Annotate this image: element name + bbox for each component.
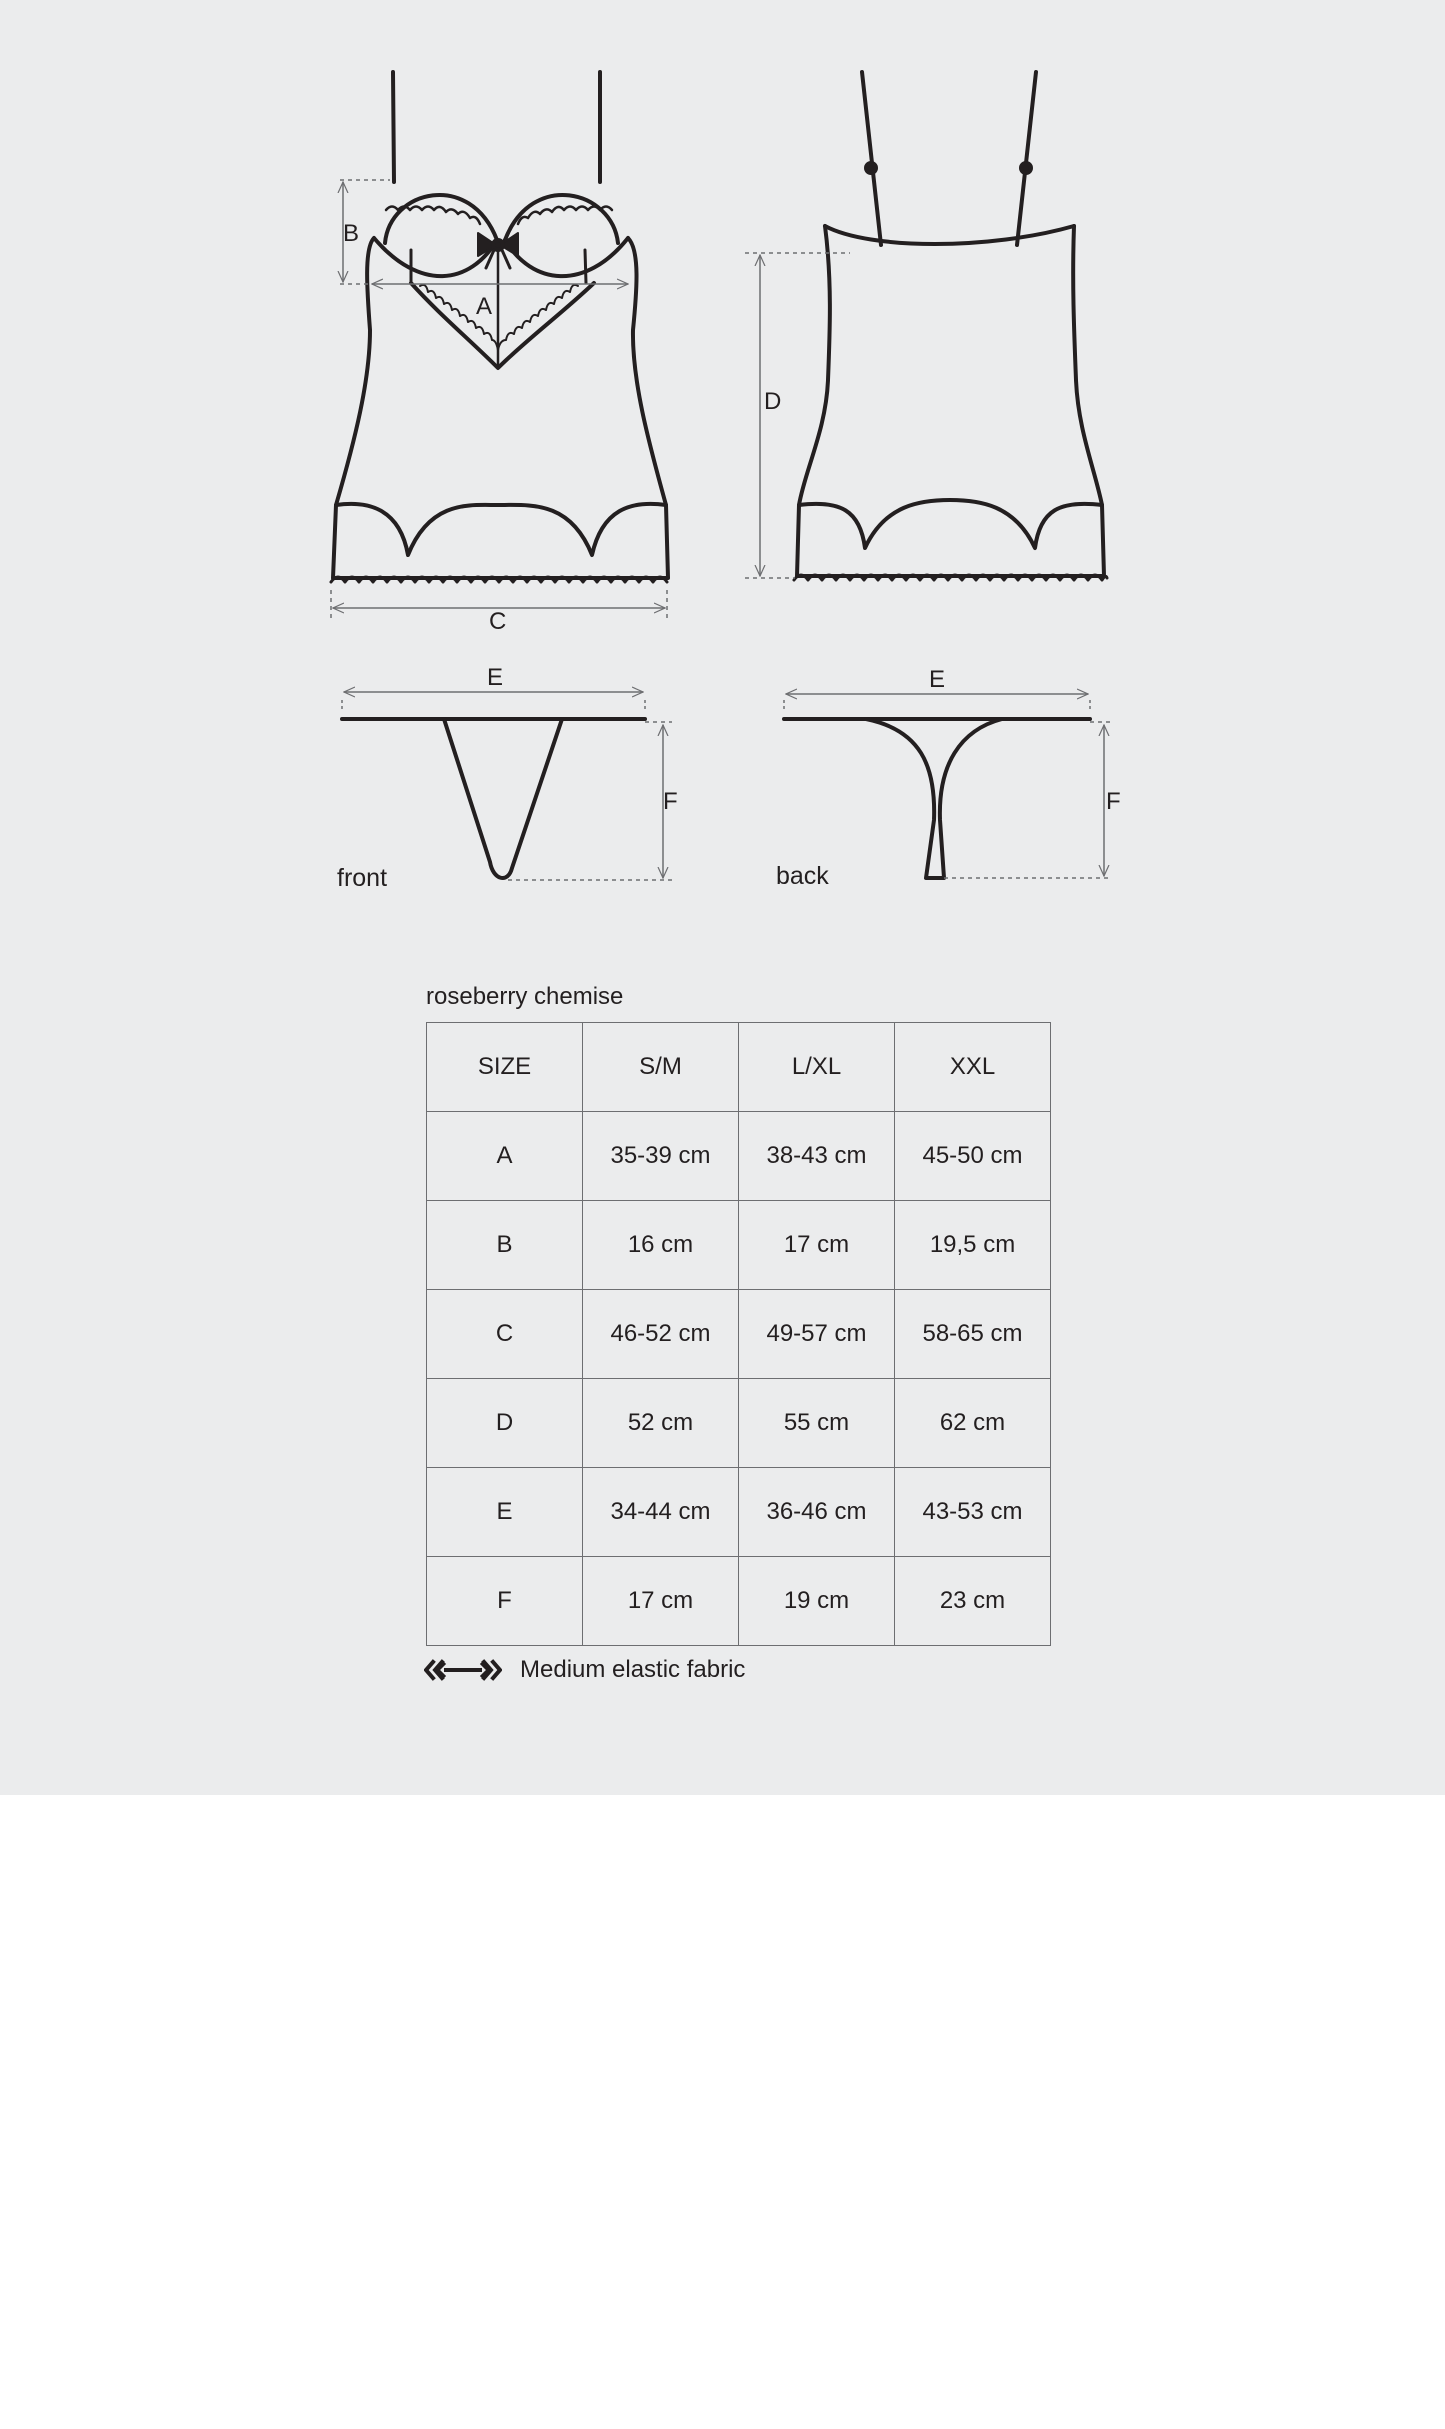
- dim-label-e-back: E: [929, 666, 946, 693]
- table-cell: 38-43 cm: [739, 1112, 895, 1201]
- table-cell: 52 cm: [583, 1379, 739, 1468]
- dim-label-c: C: [489, 608, 507, 635]
- table-header-row: [427, 1023, 1051, 1112]
- header-cell: SIZE: [427, 1023, 583, 1112]
- thong-back-dimensions: [784, 694, 1112, 878]
- table-cell: 45-50 cm: [895, 1112, 1051, 1201]
- table-cell: 62 cm: [895, 1379, 1051, 1468]
- table-row: [427, 1557, 1051, 1646]
- table-cell: 16 cm: [583, 1201, 739, 1290]
- dim-label-a: A: [476, 293, 493, 320]
- product-name: roseberry chemise: [426, 983, 624, 1010]
- table-cell: 17 cm: [739, 1201, 895, 1290]
- table-cell: 35-39 cm: [583, 1112, 739, 1201]
- thong-back-drawing: [784, 719, 1090, 878]
- table-cell: 46-52 cm: [583, 1290, 739, 1379]
- table-cell: 19,5 cm: [895, 1201, 1051, 1290]
- table-cell: D: [427, 1379, 583, 1468]
- table-cell: 58-65 cm: [895, 1290, 1051, 1379]
- chemise-front-drawing: [331, 72, 668, 582]
- table-row: [427, 1379, 1051, 1468]
- view-label-back: back: [776, 862, 829, 890]
- table-cell: C: [427, 1290, 583, 1379]
- table-cell: 55 cm: [739, 1379, 895, 1468]
- fabric-note: [424, 1656, 745, 1684]
- table-cell: 23 cm: [895, 1557, 1051, 1646]
- table-row: [427, 1112, 1051, 1201]
- dim-label-e-front: E: [487, 664, 504, 691]
- table-cell: F: [427, 1557, 583, 1646]
- view-label-front: front: [337, 864, 388, 892]
- table-cell: 49-57 cm: [739, 1290, 895, 1379]
- dim-label-f-front: F: [663, 788, 678, 815]
- size-table: [426, 1022, 1051, 1646]
- table-cell: 36-46 cm: [739, 1468, 895, 1557]
- dim-label-b: B: [343, 220, 360, 247]
- chemise-back-drawing: [794, 72, 1107, 580]
- table-cell: 17 cm: [583, 1557, 739, 1646]
- header-cell: L/XL: [739, 1023, 895, 1112]
- table-cell: 34-44 cm: [583, 1468, 739, 1557]
- header-cell: XXL: [895, 1023, 1051, 1112]
- table-cell: A: [427, 1112, 583, 1201]
- table-row: [427, 1468, 1051, 1557]
- table-row: [427, 1201, 1051, 1290]
- fabric-label: Medium elastic fabric: [520, 1656, 746, 1683]
- table-row: [427, 1290, 1051, 1379]
- dim-label-f-back: F: [1106, 788, 1121, 815]
- dim-label-d: D: [764, 388, 782, 415]
- table-cell: E: [427, 1468, 583, 1557]
- table-cell: B: [427, 1201, 583, 1290]
- header-cell: S/M: [583, 1023, 739, 1112]
- table-cell: 19 cm: [739, 1557, 895, 1646]
- table-cell: 43-53 cm: [895, 1468, 1051, 1557]
- thong-front-drawing: [342, 719, 645, 878]
- elastic-arrows-icon: [424, 1659, 502, 1681]
